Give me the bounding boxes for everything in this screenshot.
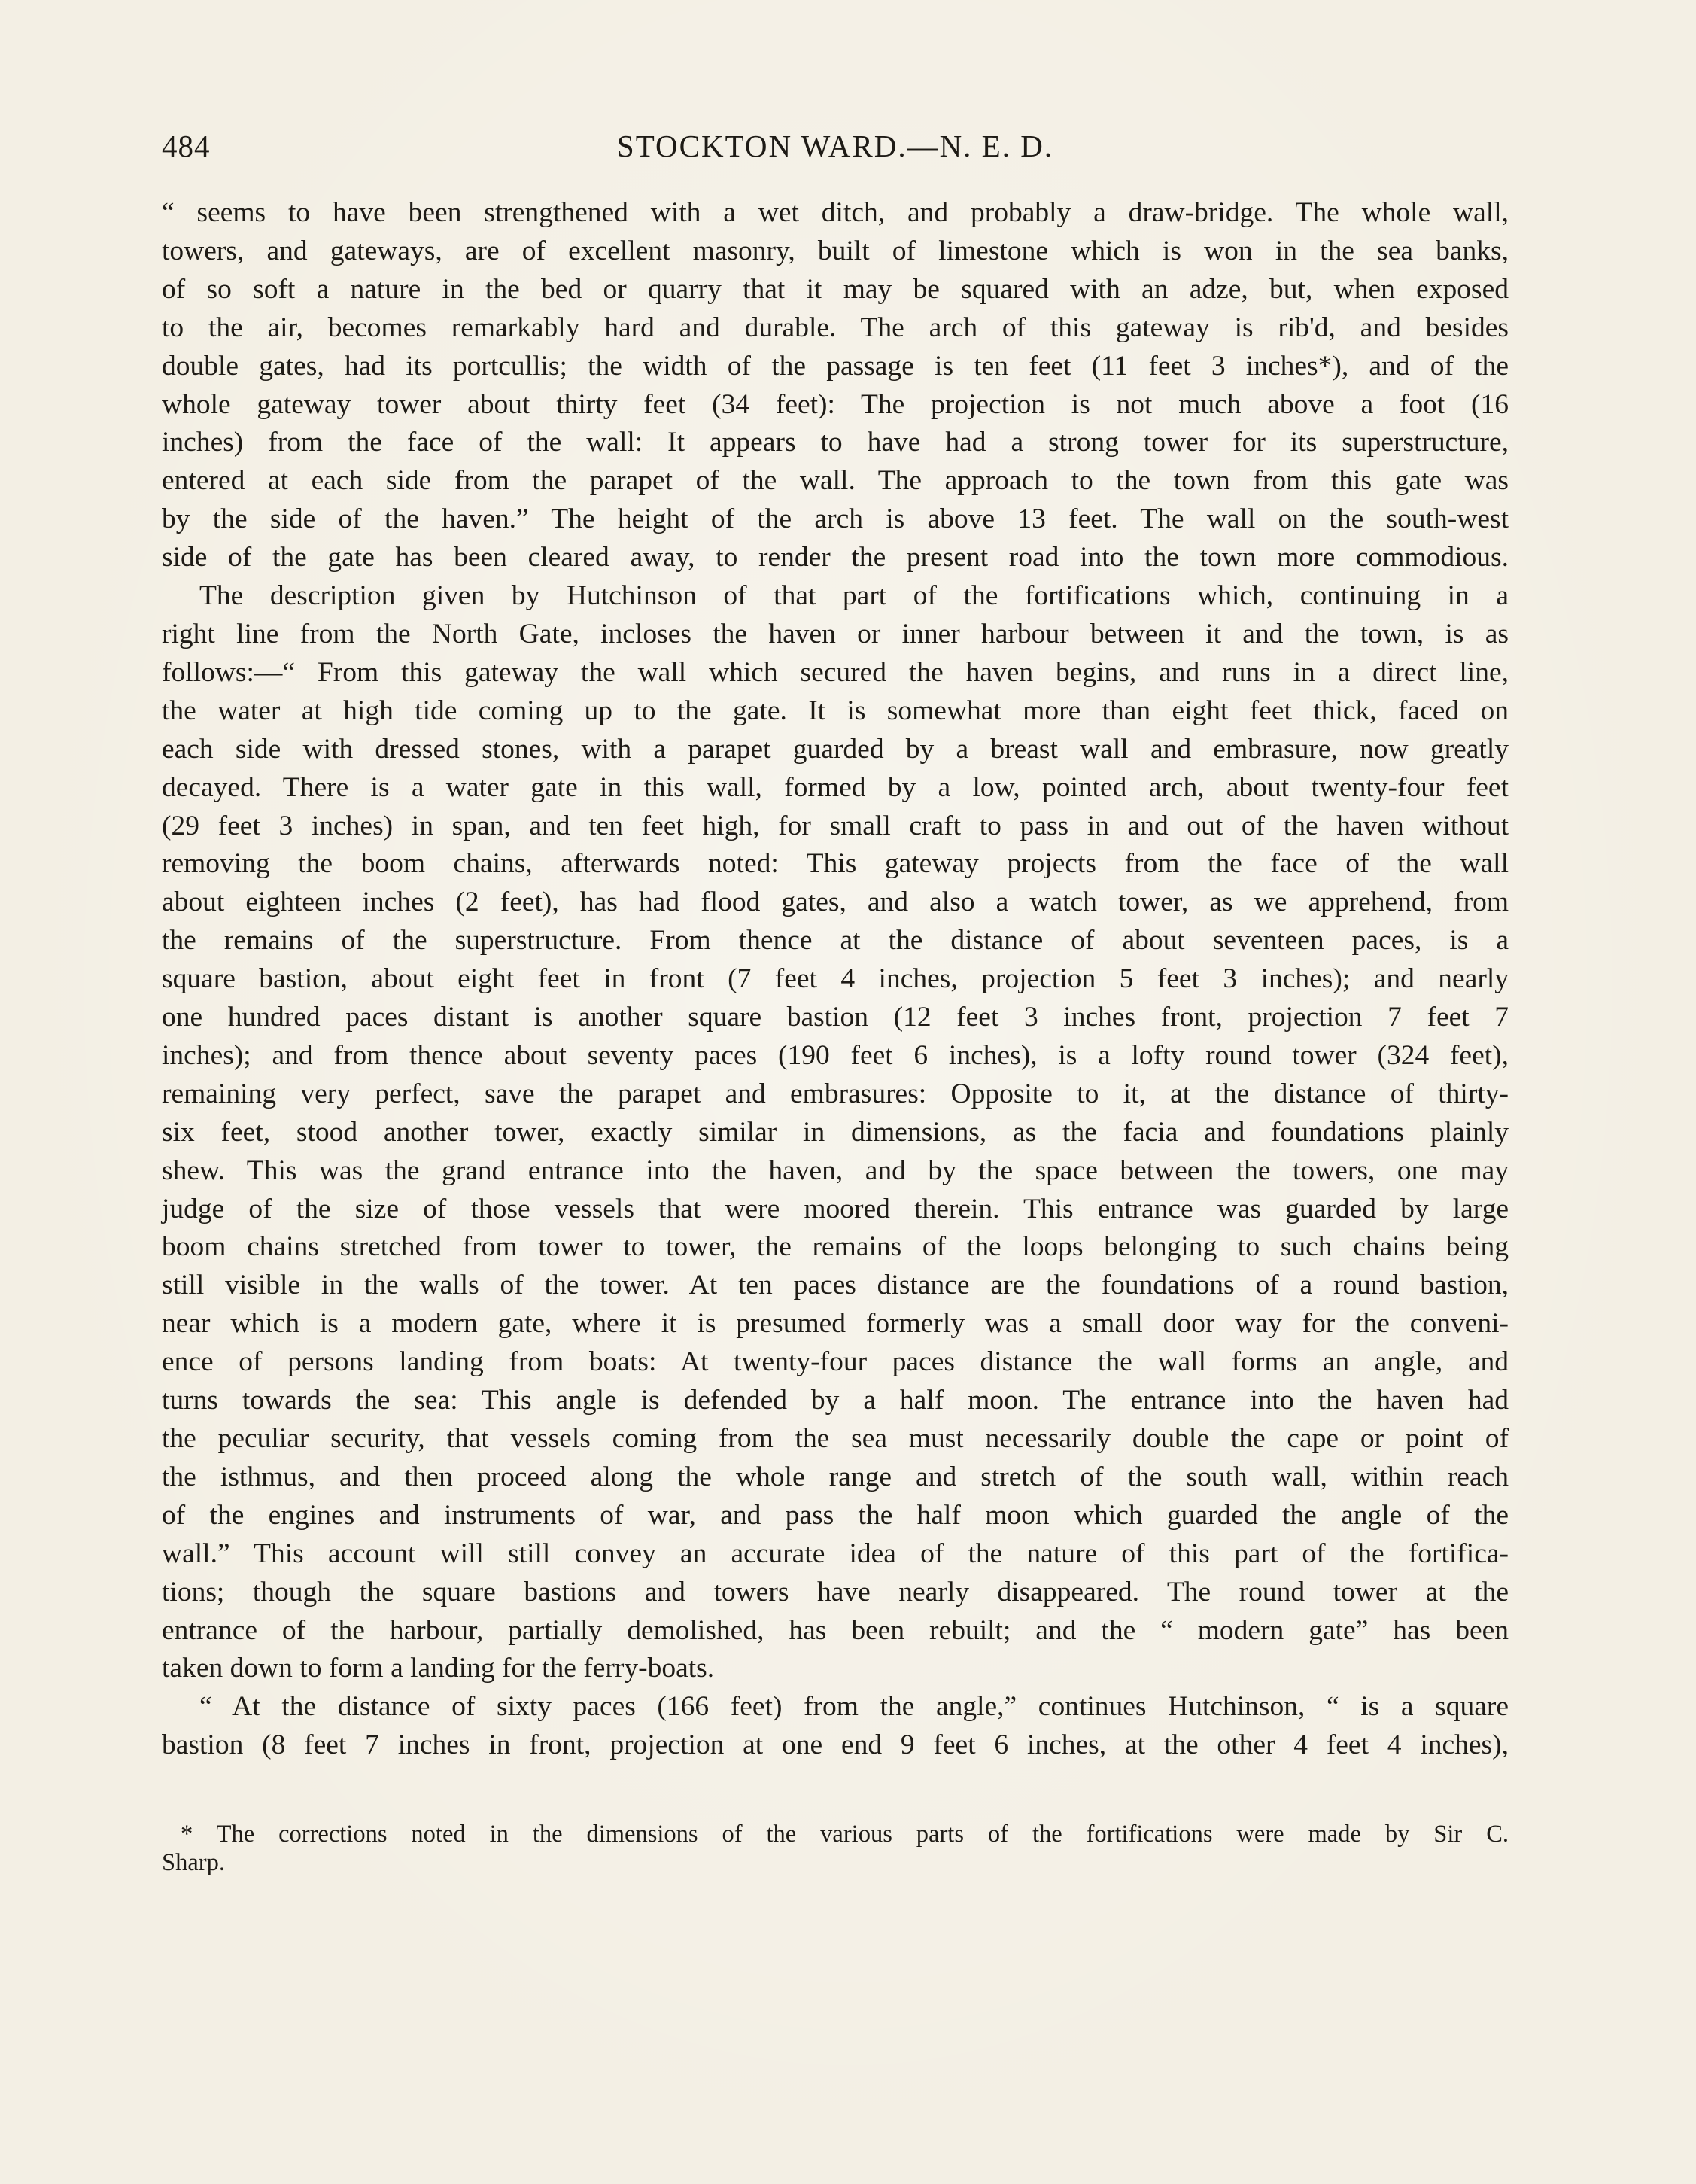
body-line: decayed. There is a water gate in this wall, formed by a low, pointed arch, about twenty-four feet (162, 771, 1509, 803)
body-line: “ seems to have been strengthened with a wet ditch, and probably a draw-bridge. The whole wall, (162, 197, 1509, 228)
body-line: removing the boom chains, afterwards noted: This gateway projects from the face of the wall (162, 848, 1509, 880)
body-line: bastion (8 feet 7 inches in front, projection at one end 9 feet 6 inches, at the other 4 feet 4 inches), (162, 1729, 1509, 1761)
page-header (162, 128, 1509, 173)
body-line: of so soft a nature in the bed or quarry that it may be squared with an adze, but, when exposed (162, 273, 1509, 305)
body-line: remaining very perfect, save the parapet and embrasures: Opposite to it, at the distance of thirty- (162, 1078, 1509, 1109)
body-line: “ At the distance of sixty paces (166 feet) from the angle,” continues Hutchinson, “ is a square (199, 1691, 1509, 1723)
body-line: of the engines and instruments of war, and pass the half moon which guarded the angle of the (162, 1499, 1509, 1531)
body-line: inches); and from thence about seventy paces (190 feet 6 inches), is a lofty round tower (324 feet), (162, 1039, 1509, 1071)
body-line: about eighteen inches (2 feet), has had flood gates, and also a watch tower, as we apprehend, from (162, 887, 1509, 918)
body-line: The description given by Hutchinson of that part of the fortifications which, continuing in a (199, 580, 1509, 612)
body-line: wall.” This account will still convey an accurate idea of the nature of this part of the fortifica- (162, 1538, 1509, 1569)
body-line: towers, and gateways, are of excellent masonry, built of limestone which is won in the sea banks, (162, 235, 1509, 266)
body-line: near which is a modern gate, where it is presumed formerly was a small door way for the conveni- (162, 1308, 1509, 1340)
body-line: judge of the size of those vessels that were moored therein. This entrance was guarded by large (162, 1193, 1509, 1224)
footnote-line: Sharp. (162, 1849, 225, 1876)
page-number: 484 (162, 129, 211, 163)
body-line: the remains of the superstructure. From thence at the distance of about seventeen paces, is a (162, 925, 1509, 957)
body-line: by the side of the haven.” The height of the arch is above 13 feet. The wall on the south-west (162, 503, 1509, 535)
footnote-line: * The corrections noted in the dimensions of the various parts of the fortifications were made by Sir C. (181, 1821, 1509, 1848)
body-line: double gates, had its portcullis; the width of the passage is ten feet (11 feet 3 inches*), and of the (162, 350, 1509, 382)
body-text (162, 194, 1509, 1765)
body-line: (29 feet 3 inches) in span, and ten feet high, for small craft to pass in and out of the haven without (162, 810, 1509, 841)
body-line: the isthmus, and then proceed along the whole range and stretch of the south wall, within reach (162, 1461, 1509, 1492)
body-line: each side with dressed stones, with a parapet guarded by a breast wall and embrasure, now greatly (162, 733, 1509, 765)
body-line: taken down to form a landing for the ferry-boats. (162, 1653, 715, 1684)
body-line: the water at high tide coming up to the gate. It is somewhat more than eight feet thick, faced on (162, 695, 1509, 726)
body-line: entrance of the harbour, partially demolished, has been rebuilt; and the “ modern gate” has been (162, 1614, 1509, 1646)
body-line: entered at each side from the parapet of the wall. The approach to the town from this gate was (162, 465, 1509, 497)
body-line: inches) from the face of the wall: It appears to have had a strong tower for its superstructure, (162, 427, 1509, 458)
body-line: side of the gate has been cleared away, to render the present road into the town more commodious. (162, 542, 1509, 573)
body-line: right line from the North Gate, incloses the haven or inner harbour between it and the town, is as (162, 618, 1509, 649)
body-line: tions; though the square bastions and towers have nearly disappeared. The round tower at the (162, 1576, 1509, 1608)
body-line: turns towards the sea: This angle is defended by a half moon. The entrance into the haven had (162, 1385, 1509, 1416)
body-line: to the air, becomes remarkably hard and durable. The arch of this gateway is rib'd, and besides (162, 312, 1509, 343)
body-line: shew. This was the grand entrance into the haven, and by the space between the towers, one may (162, 1154, 1509, 1186)
body-line: the peculiar security, that vessels coming from the sea must necessarily double the cape or point of (162, 1423, 1509, 1454)
running-head: STOCKTON WARD.—N. E. D. (616, 129, 1054, 163)
body-line: ence of persons landing from boats: At twenty-four paces distance the wall forms an angle, and (162, 1346, 1509, 1378)
footnote (162, 1820, 1509, 1877)
body-line: whole gateway tower about thirty feet (34 feet): The projection is not much above a foot (16 (162, 388, 1509, 420)
body-line: six feet, stood another tower, exactly similar in dimensions, as the facia and foundations plainly (162, 1116, 1509, 1148)
body-line: one hundred paces distant is another square bastion (12 feet 3 inches front, projection 7 feet 7 (162, 1002, 1509, 1033)
body-line: boom chains stretched from tower to tower, the remains of the loops belonging to such chains being (162, 1231, 1509, 1263)
body-line: still visible in the walls of the tower. At ten paces distance are the foundations of a round bastion, (162, 1270, 1509, 1301)
body-line: square bastion, about eight feet in front (7 feet 4 inches, projection 5 feet 3 inches); and nearly (162, 963, 1509, 995)
body-line: follows:—“ From this gateway the wall which secured the haven begins, and runs in a direct line, (162, 656, 1509, 688)
